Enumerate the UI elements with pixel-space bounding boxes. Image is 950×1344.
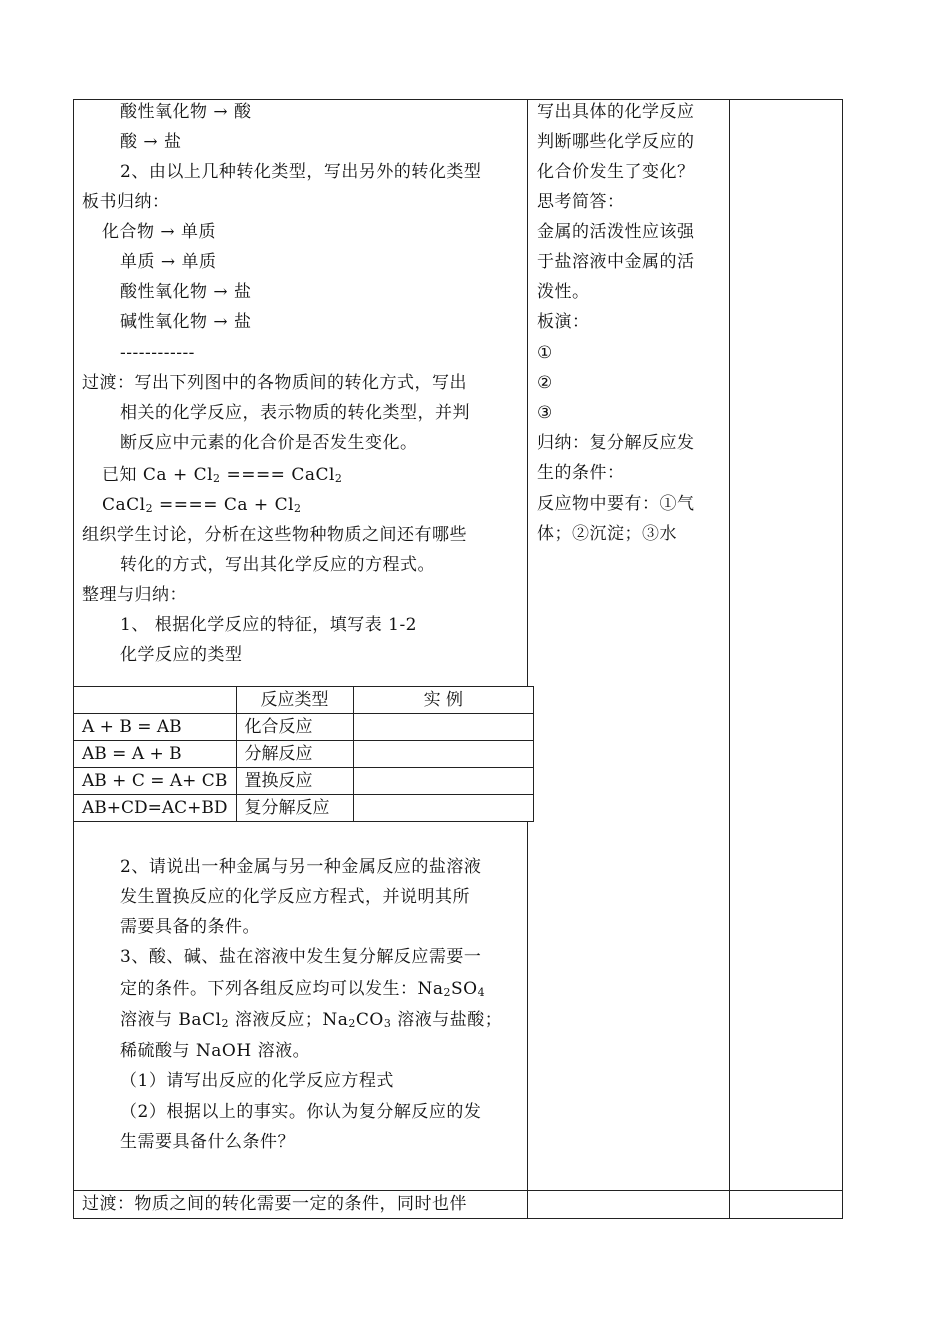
table-cell bbox=[353, 714, 533, 741]
note-line: ③ bbox=[537, 403, 553, 423]
column-divider-2 bbox=[729, 99, 730, 1219]
table-cell: 复分解反应 bbox=[236, 795, 353, 822]
text-line: 稀硫酸与 NaOH 溶液。 bbox=[120, 1041, 311, 1061]
text-segment: 定的条件。下列各组反应均可以发生：Na bbox=[120, 979, 444, 999]
text-line: （1）请写出反应的化学反应方程式 bbox=[120, 1071, 394, 1091]
text-line: 过渡：物质之间的转化需要一定的条件，同时也伴 bbox=[82, 1194, 467, 1214]
text-segment: CO bbox=[355, 1010, 384, 1030]
table-header bbox=[74, 687, 237, 714]
table-cell bbox=[353, 768, 533, 795]
text-line: 转化的方式，写出其化学反应的方程式。 bbox=[120, 555, 435, 575]
note-line: 判断哪些化学反应的 bbox=[537, 132, 695, 152]
table-header: 实 例 bbox=[353, 687, 533, 714]
note-line: 归纳：复分解反应发 bbox=[537, 433, 695, 453]
text-line: 相关的化学反应，表示物质的转化类型，并判 bbox=[120, 403, 470, 423]
text-line: 2、由以上几种转化类型，写出另外的转化类型 bbox=[120, 162, 482, 182]
equation-line bbox=[102, 490, 302, 520]
table-caption: 化学反应的类型 bbox=[120, 645, 243, 665]
text-line bbox=[120, 1005, 502, 1035]
text-line: 3、酸、碱、盐在溶液中发生复分解反应需要一 bbox=[120, 947, 482, 967]
subscript: 2 bbox=[294, 502, 302, 515]
text-line: ------------ bbox=[120, 343, 195, 363]
reaction-type-table bbox=[73, 686, 534, 822]
text-line: 酸 → 盐 bbox=[120, 132, 182, 152]
text-line: 过渡：写出下列图中的各物质间的转化方式，写出 bbox=[82, 373, 467, 393]
subscript: 2 bbox=[145, 502, 154, 515]
table-cell: 置换反应 bbox=[236, 768, 353, 795]
note-line: 体；②沉淀；③水 bbox=[537, 524, 677, 544]
text-line: 组织学生讨论，分析在这些物种物质之间还有哪些 bbox=[82, 525, 467, 545]
note-line: ② bbox=[537, 373, 553, 393]
text-line: 断反应中元素的化合价是否发生变化。 bbox=[120, 433, 418, 453]
subscript: 4 bbox=[477, 986, 486, 999]
table-row bbox=[74, 714, 534, 741]
note-line: 写出具体的化学反应 bbox=[537, 102, 695, 122]
table-header: 反应类型 bbox=[236, 687, 353, 714]
note-line: 化合价发生了变化？ bbox=[537, 162, 695, 182]
text-segment: SO bbox=[451, 979, 478, 999]
note-line: 生的条件： bbox=[537, 463, 625, 483]
table-row bbox=[74, 795, 534, 822]
text-line: 板书归纳： bbox=[82, 192, 170, 212]
subscript: 2 bbox=[443, 986, 452, 999]
table-cell: AB = A + B bbox=[74, 741, 237, 768]
text-segment: 溶液与盐酸； bbox=[391, 1010, 503, 1030]
text-line: 需要具备的条件。 bbox=[120, 917, 260, 937]
text-line: 生需要具备什么条件？ bbox=[120, 1132, 295, 1152]
note-line: 思考简答： bbox=[537, 192, 625, 212]
note-line: 反应物中要有：①气 bbox=[537, 494, 695, 514]
text-segment: 溶液反应；Na bbox=[228, 1010, 349, 1030]
text-line: 1、 根据化学反应的特征，填写表 1-2 bbox=[120, 615, 417, 635]
text-line bbox=[120, 974, 485, 1004]
table-header-row bbox=[74, 687, 534, 714]
table-cell: AB + C = A+ CB bbox=[74, 768, 237, 795]
text-segment: 溶液与 BaCl bbox=[120, 1010, 222, 1030]
table-cell: 化合反应 bbox=[236, 714, 353, 741]
equation-text: ==== CaCl bbox=[220, 465, 335, 485]
table-cell bbox=[353, 795, 533, 822]
subscript: 2 bbox=[334, 472, 343, 485]
table-cell: A + B = AB bbox=[74, 714, 237, 741]
note-line: 板演： bbox=[537, 312, 590, 332]
note-line: 于盐溶液中金属的活 bbox=[537, 252, 695, 272]
equation-line bbox=[102, 460, 342, 490]
text-line: 酸性氧化物 → 酸 bbox=[120, 102, 252, 122]
equation-text: 已知 Ca + Cl bbox=[102, 465, 214, 485]
table-row bbox=[74, 741, 534, 768]
text-line: 发生置换反应的化学反应方程式，并说明其所 bbox=[120, 887, 470, 907]
subscript: 2 bbox=[221, 1017, 229, 1030]
note-line: ① bbox=[537, 343, 553, 363]
column-divider-1 bbox=[527, 99, 528, 1219]
note-line: 金属的活泼性应该强 bbox=[537, 222, 695, 242]
equation-text: ==== Ca + Cl bbox=[153, 495, 295, 515]
table-cell: AB+CD=AC+BD bbox=[74, 795, 237, 822]
text-line: 单质 → 单质 bbox=[120, 252, 217, 272]
text-line: 化合物 → 单质 bbox=[102, 222, 217, 242]
table-cell: 分解反应 bbox=[236, 741, 353, 768]
text-line: 2、请说出一种金属与另一种金属反应的盐溶液 bbox=[120, 857, 482, 877]
table-cell bbox=[353, 741, 533, 768]
subscript: 2 bbox=[348, 1017, 356, 1030]
text-line: 碱性氧化物 → 盐 bbox=[120, 312, 252, 332]
text-line: 酸性氧化物 → 盐 bbox=[120, 282, 252, 302]
table-row bbox=[74, 768, 534, 795]
subscript: 2 bbox=[213, 472, 221, 485]
text-line: （2）根据以上的事实。你认为复分解反应的发 bbox=[120, 1102, 482, 1122]
equation-text: CaCl bbox=[102, 495, 146, 515]
note-line: 泼性。 bbox=[537, 282, 590, 302]
subscript: 3 bbox=[383, 1017, 392, 1030]
text-line: 整理与归纳： bbox=[82, 585, 187, 605]
